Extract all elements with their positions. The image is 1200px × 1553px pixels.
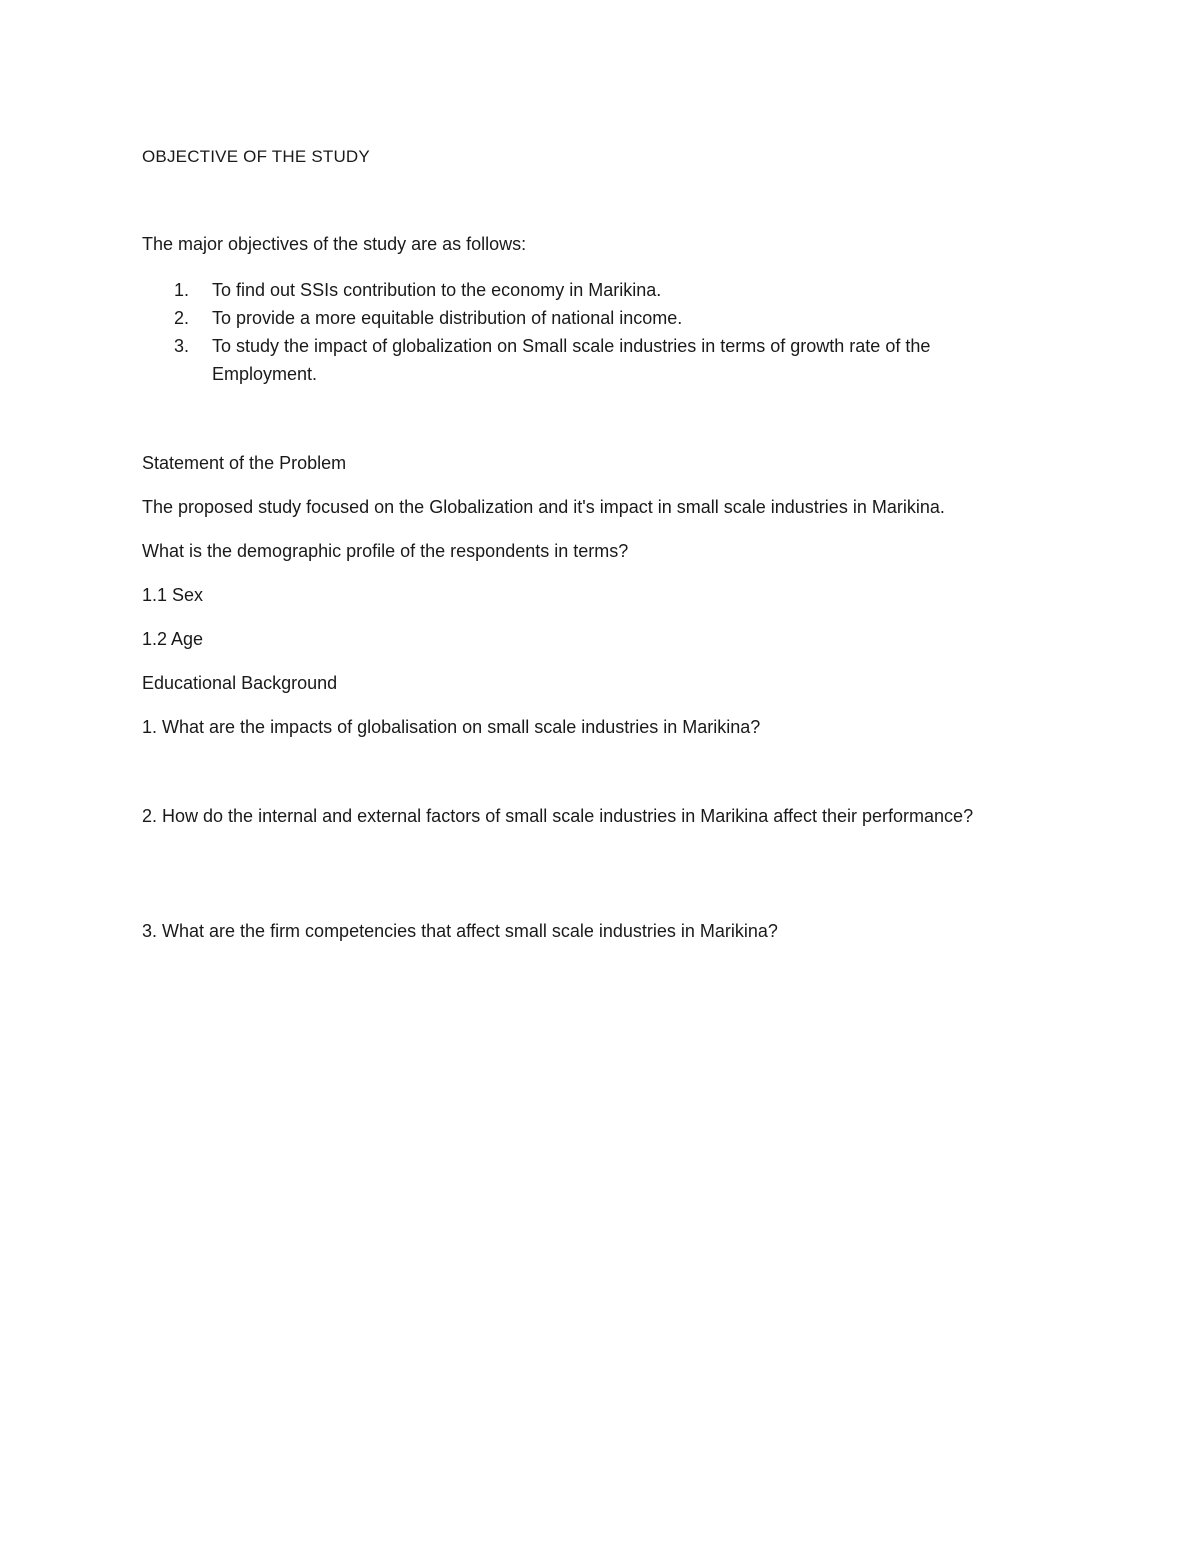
list-item: [142, 276, 1022, 304]
list-item: [142, 304, 1022, 332]
demographic-question: What is the demographic profile of the respondents in terms?: [142, 541, 629, 561]
sub-item-age: 1.2 Age: [142, 629, 204, 649]
list-text: To study the impact of globalization on Small scale industries in terms of growth rate of the Employment.: [212, 336, 931, 384]
objectives-intro: The major objectives of the study are as follows:: [142, 234, 527, 254]
sub-item-education: Educational Background: [142, 673, 338, 693]
list-text: To provide a more equitable distribution of national income.: [212, 308, 683, 328]
list-number: 1.: [174, 280, 190, 300]
question-1: 1. What are the impacts of globalisation on small scale industries in Marikina?: [142, 717, 761, 737]
question-3: 3. What are the firm competencies that affect small scale industries in Marikina?: [142, 921, 778, 941]
problem-heading: Statement of the Problem: [142, 453, 347, 473]
list-text: To find out SSIs contribution to the economy in Marikina.: [212, 280, 662, 300]
objective-heading: OBJECTIVE OF THE STUDY: [142, 147, 370, 166]
list-number: 3.: [174, 336, 190, 356]
question-2: 2. How do the internal and external factors of small scale industries in Marikina affect their performance?: [142, 806, 974, 826]
list-number: 2.: [174, 308, 190, 328]
sub-item-sex: 1.1 Sex: [142, 585, 204, 605]
problem-intro: The proposed study focused on the Globalization and it's impact in small scale industries in Marikina.: [142, 497, 945, 517]
objectives-list: [142, 276, 1022, 388]
list-item: [142, 332, 1022, 388]
